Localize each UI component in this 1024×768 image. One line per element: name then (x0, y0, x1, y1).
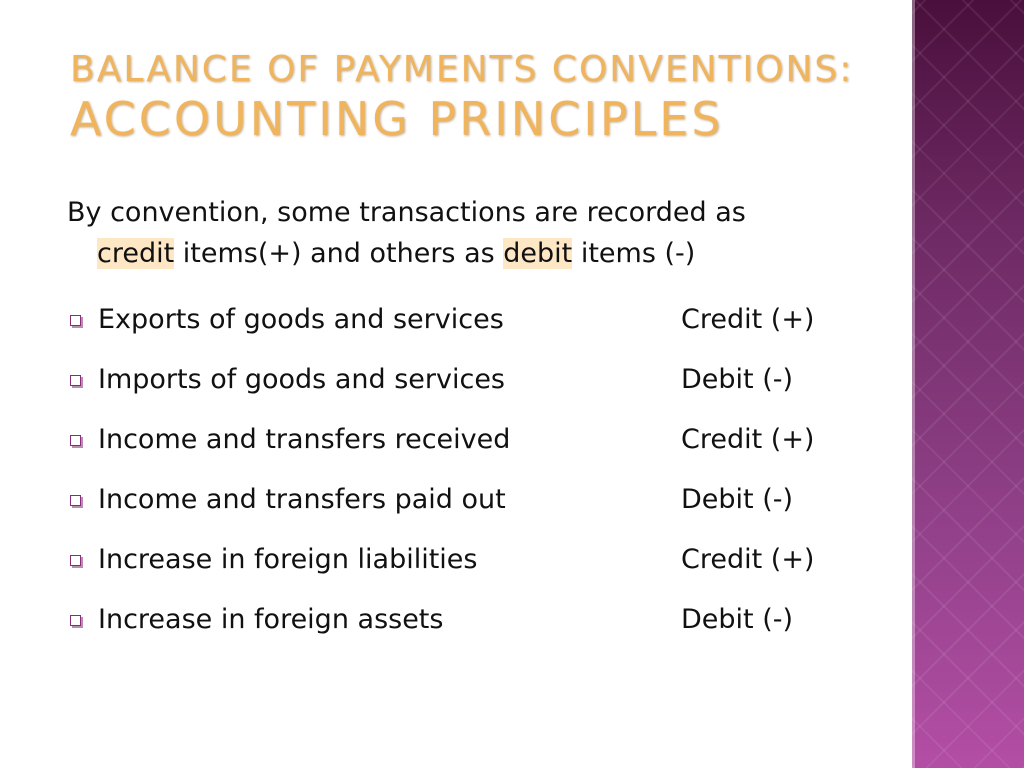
decorative-side-bar (912, 0, 1024, 768)
entry-type: Credit (+) (681, 304, 815, 335)
entry-type: Debit (-) (681, 364, 794, 395)
entry-type: Credit (+) (681, 424, 815, 455)
transaction-label: Income and transfers received (98, 424, 511, 455)
transaction-label: Exports of goods and services (98, 304, 504, 335)
list-item (68, 600, 898, 660)
square-bullet-icon (70, 615, 81, 626)
square-bullet-icon (70, 495, 81, 506)
list-item (68, 420, 898, 480)
transaction-list (68, 300, 898, 660)
intro-line-2 (67, 233, 897, 274)
title-line-1: BALANCE OF PAYMENTS CONVENTIONS: (70, 49, 854, 90)
credit-highlight: credit (97, 238, 175, 269)
intro-middle-text: items(+) and others as (174, 238, 504, 269)
entry-type: Credit (+) (681, 544, 815, 575)
title-line-2: ACCOUNTING PRINCIPLES (70, 92, 724, 146)
transaction-label: Increase in foreign assets (98, 604, 444, 635)
intro-end-text: items (-) (572, 238, 696, 269)
square-bullet-icon (70, 375, 81, 386)
intro-paragraph (67, 192, 897, 274)
transaction-label: Imports of goods and services (98, 364, 505, 395)
entry-type: Debit (-) (681, 484, 794, 515)
intro-line-1: By convention, some transactions are recorded as (67, 197, 746, 228)
list-item (68, 480, 898, 540)
list-item (68, 540, 898, 600)
list-item (68, 360, 898, 420)
slide-title (70, 48, 900, 146)
square-bullet-icon (70, 555, 81, 566)
list-item (68, 300, 898, 360)
square-bullet-icon (70, 435, 81, 446)
square-bullet-icon (70, 315, 81, 326)
transaction-label: Increase in foreign liabilities (98, 544, 478, 575)
entry-type: Debit (-) (681, 604, 794, 635)
transaction-label: Income and transfers paid out (98, 484, 506, 515)
debit-highlight: debit (503, 238, 573, 269)
